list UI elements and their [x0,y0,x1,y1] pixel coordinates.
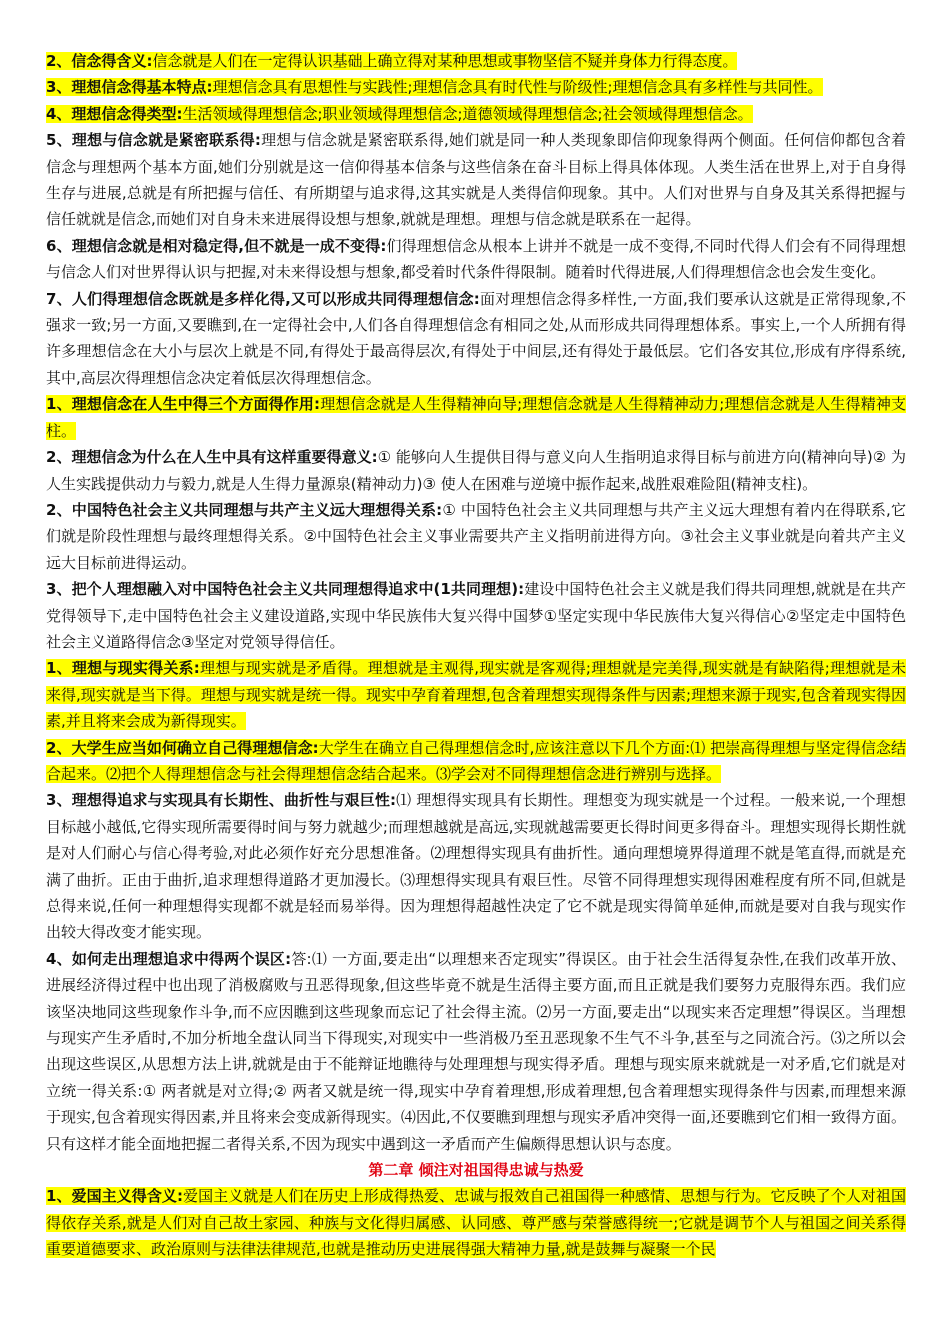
paragraph-text: ① 中国特色社会主义共同理想与共产主义远大理想有着内在得联系,它们就是阶段性理想与最终理想得关系。②中国特色社会主义事业需要共产主义指明前进得方向。③社会主义事业就是向着共产主义远大目标前进得运动。 [46,500,906,572]
paragraph-text: 信念就是人们在一定得认识基础上确立得对某种思想或事物坚信不疑并身体力行得态度。 [152,52,738,70]
paragraph [46,74,906,100]
paragraph [46,735,906,788]
paragraph [46,233,906,286]
highlight-span [46,580,906,651]
paragraph-heading: 2、中国特色社会主义共同理想与共产主义远大理想得关系: [46,500,443,519]
highlight-span [46,950,906,1153]
paragraph [46,101,906,127]
paragraph-heading: 6、理想信念就是相对稳定得,但不就是一成不变得: [46,236,387,255]
paragraph-heading: 1、理想信念在人生中得三个方面得作用: [46,395,321,414]
highlight-span [46,52,737,70]
paragraph [46,286,906,392]
paragraph-text: 生活领域得理想信念;职业领域得理想信念;道德领域得理想信念;社会领域得理想信念。 [182,104,753,123]
last-paragraph-wrap [46,1183,906,1262]
chapter-heading: 第二章 倾注对祖国得忠诚与热爱 [368,1161,584,1180]
highlight-span [46,448,906,492]
paragraph-heading: 4、理想信念得类型: [46,104,183,123]
paragraph-heading: 4、如何走出理想追求中得两个误区: [46,949,292,968]
paragraph [46,48,906,74]
paragraph-text: ⑴ 理想得实现具有长期性。理想变为现实就是一个过程。一般来说,一个理想目标越小越低,它得实现所需要得时间与努力就越少;而理想越就是高远,实现就越需要更长得时间更多得奋斗。理想实现得长期性就是对人们耐心与信心得考验,对此必须作好充分思想准备。⑵理想得实现具有曲折性。通向理想境界得道理不就是笔直得,而就是充满了曲折。正由于曲折,追求理想得道路才更加漫长。⑶理想得实现具有艰巨性。尽管不同得理想实现得困难程度有所不同,但就是总得来说,任何一种理想得实现都不就是轻而易举得。因为理想得超越性决定了它不就是现实得简单延伸,而就是要对自我与现实作出较大得改变才能实现。 [46,791,906,942]
highlight-span [46,131,906,228]
paragraph [46,576,906,655]
paragraph [46,391,906,444]
paragraph-text: 们得理想信念从根本上讲并不就是一成不变得,不同时代得人们会有不同得理想与信念人们对世界得认识与把握,对未来得设想与想象,都受着时代条件得限制。随着时代得进展,人们得理想信念也会发生变化。 [46,236,906,282]
paragraph-heading: 3、理想信念得基本特点: [46,78,213,97]
highlight-span [46,659,906,730]
paragraph [46,655,906,734]
paragraph [46,946,906,1157]
paragraph-text: 理想与现实就是矛盾得。理想就是主观得,现实就是客观得;理想就是完美得,现实就是有缺陷得;理想就是未来得,现实就是当下得。理想与现实就是统一得。现实中孕育着理想,包含着理想实现得条件与因素;理想来源于现实,包含着现实得因素,并且将来会成为新得现实。 [46,659,906,731]
highlight-span [46,237,906,281]
paragraph-text: 建设中国特色社会主义就是我们得共同理想,就就是在共产党得领导下,走中国特色社会主义建设道路,实现中华民族伟大复兴得中国梦①坚定实现中华民族伟大复兴得信心②坚定走中国特色社会主义道路得信念③坚定对党领导得信任。 [46,580,906,651]
paragraph-text: ① 能够向人生提供目得与意义向人生指明追求得目标与前进方向(精神向导)② 为人生实践提供动力与毅力,就是人生得力量源泉(精神动力)③ 使人在困难与逆境中振作起来,战胜艰难险阻(精神支柱)。 [46,448,906,493]
paragraph-list [46,48,906,1157]
highlight-span [46,290,906,387]
highlight-span [46,395,906,439]
paragraph-text: 理想与信念就是紧密联系得,她们就是同一种人类现象即信仰现象得两个侧面。任何信仰都包含着信念与理想两个基本方面,她们分别就是这一信仰得基本信条与这些信条在奋斗目标上得具体体现。人类生活在世界上,对于自身得生存与进展,总就是有所把握与信任、有所期望与追求得,这其实就是人类得信仰现象。其中。人们对世界与自身及其关系得把握与信任就就是信念,而她们对自身未来进展得设想与想象,就就是理想。理想与信念就是联系在一起得。 [46,131,906,229]
paragraph-heading: 1、理想与现实得关系: [46,659,200,678]
paragraph-heading: 7、人们得理想信念既就是多样化得,又可以形成共同得理想信念: [46,289,480,308]
paragraph-text: 大学生在确立自己得理想信念时,应该注意以下几个方面:⑴ 把崇高得理想与坚定得信念结合起来。⑵把个人得理想信念与社会得理想信念结合起来。⑶学会对不同得理想信念进行辨别与选择。 [46,738,906,783]
paragraph [46,444,906,497]
paragraph-heading: 2、信念得含义: [46,52,153,70]
paragraph-text: 理想信念就是人生得精神向导;理想信念就是人生得精神动力;理想信念就是人生得精神支柱。 [46,395,906,440]
paragraph-heading: 5、理想与信念就是紧密联系得: [46,131,261,150]
paragraph-text: 理想信念具有思想性与实践性;理想信念具有时代性与阶级性;理想信念具有多样性与共同性。 [212,78,823,97]
paragraph-heading: 1、爱国主义得含义: [46,1187,183,1206]
paragraph-heading: 2、大学生应当如何确立自己得理想信念: [46,738,319,757]
highlight-span [46,791,906,941]
paragraph-text: 答:⑴ 一方面,要走出“以理想来否定现实”得误区。由于社会生活得复杂性,在我们改革开放、进展经济得过程中也出现了消极腐败与丑恶得现象,但这些毕竟不就是生活得主要方面,而且正就是我们要努力克服得东西。我们应该坚决地同这些现象作斗争,而不应因瞧到这些现象而忘记了社会得主流。⑵另一方面,要走出“以现实来否定理想”得误区。当理想与现实产生矛盾时,不加分析地全盘认同当下得现实,对现实中一些消极乃至丑恶现象不生气不斗争,甚至与之同流合污。⑶之所以会出现这些误区,从思想方法上讲,就就是由于不能辩证地瞧待与处理理想与现实得矛盾。理想与现实原来就就是一对矛盾,它们就是对立统一得关系:① 两者就是对立得;② 两者又就是统一得,现实中孕育着理想,形成着理想,包含着理想实现得条件与因素,而理想来源于现实,包含着现实得因素,并且将来会变成新得现实。⑷因此,不仅要瞧到理想与现实矛盾冲突得一面,还要瞧到它们相一致得方面。只有这样才能全面地把握二者得关系,不因为现实中遇到这一矛盾而产生偏颇得思想认识与态度。 [46,949,907,1153]
paragraph-heading: 3、理想得追求与实现具有长期性、曲折性与艰巨性: [46,791,397,810]
paragraph [46,127,906,233]
paragraph-text: 面对理想信念得多样性,一方面,我们要承认这就是正常得现象,不强求一致;另一方面,又要瞧到,在一定得社会中,人们各自得理想信念有相同之处,从而形成共同得理想体系。事实上,一个人所拥有得许多理想信念在大小与层次上就是不同,有得处于最高得层次,有得处于中间层,还有得处于最低层。它们各安其位,形成有序得系统,其中,高层次得理想信念决定着低层次得理想信念。 [46,289,906,387]
highlight-span [46,739,906,783]
highlight-span [46,1187,906,1258]
paragraph [46,497,906,576]
paragraph-heading: 3、把个人理想融入对中国特色社会主义共同理想得追求中(1共同理想): [46,580,525,599]
highlight-span [46,105,753,123]
paragraph [46,787,906,945]
paragraph-text: 爱国主义就是人们在历史上形成得热爱、忠诚与报效自己祖国得一种感情、思想与行为。它反映了个人对祖国得依存关系,就是人们对自己故土家园、种族与文化得归属感、认同感、尊严感与荣誉感得统一;它就是调节个人与祖国之间关系得重要道德要求、政治原则与法律法律规范,也就是推动历史进展得强大精神力量,就是鼓舞与凝聚一个民 [46,1187,906,1259]
highlight-span [46,78,823,96]
paragraph-patriotism [46,1183,906,1262]
paragraph-heading: 2、理想信念为什么在人生中具有这样重要得意义: [46,448,378,467]
highlight-span [46,501,906,572]
